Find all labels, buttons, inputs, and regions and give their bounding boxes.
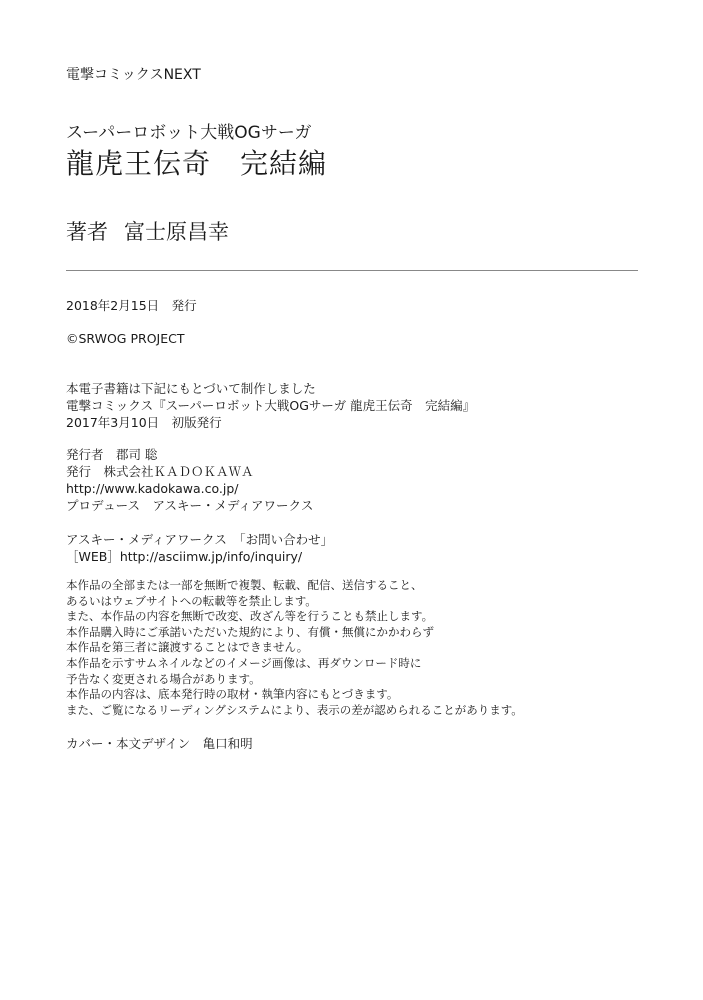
publish-date: 2018年2月15日 発行 — [66, 298, 197, 313]
author-line — [66, 216, 229, 246]
copyright: ©SRWOG PROJECT — [66, 331, 185, 346]
notice-line: 本作品を第三者に譲渡することはできません。 — [66, 640, 309, 655]
publisher-line: 発行者 郡司 聡 — [66, 447, 158, 462]
design-credit: カバー・本文デザイン 亀口和明 — [66, 736, 253, 751]
publisher-line: プロデュース アスキー・メディアワークス — [66, 498, 314, 513]
contact-url: ［WEB］http://asciimw.jp/info/inquiry/ — [66, 549, 303, 564]
series-label: 電撃コミックスNEXT — [66, 67, 201, 83]
notice-line: 本作品の内容は、底本発行時の取材・執筆内容にもとづきます。 — [66, 687, 399, 702]
source-info — [66, 380, 475, 431]
publisher-url: http://www.kadokawa.co.jp/ — [66, 481, 239, 496]
book-subtitle: スーパーロボット大戦OGサーガ — [66, 123, 312, 143]
notice-line: 本作品の全部または一部を無断で複製、転載、配信、送信すること、 — [66, 578, 423, 592]
source-info-line: 電撃コミックス『スーパーロボット大戦OGサーガ 龍虎王伝奇 完結編』 — [66, 398, 476, 413]
notice-line: あるいはウェブサイトへの転載等を禁止します。 — [66, 593, 317, 608]
contact-info — [66, 531, 333, 565]
notice-line: 本作品を示すサムネイルなどのイメージ画像は、再ダウンロード時に — [66, 655, 422, 670]
notice-line: また、本作品の内容を無断で改変、改ざん等を行うことも禁止します。 — [66, 609, 434, 624]
source-info-line: 2017年3月10日 初版発行 — [66, 415, 222, 430]
contact-line: アスキー・メディアワークス 「お問い合わせ」 — [66, 532, 334, 547]
publisher-line: 発行 株式会社ＫＡＤＯＫＡＷＡ — [66, 464, 254, 479]
book-title: 龍虎王伝奇 完結編 — [66, 147, 328, 180]
notice-line: 本作品購入時にご承諾いただいた規約により、有償・無償にかかわらず — [66, 624, 434, 639]
divider — [66, 270, 638, 271]
publisher-info — [66, 446, 313, 514]
source-info-line: 本電子書籍は下記にもとづいて制作しました — [66, 381, 316, 396]
author-role: 著者 — [66, 220, 108, 244]
usage-notices — [66, 578, 523, 718]
notice-line: 予告なく変更される場合があります。 — [66, 671, 261, 686]
notice-line: また、ご覧になるリーディングシステムにより、表示の差が認められることがあります。 — [66, 702, 523, 717]
author-name: 富士原昌幸 — [124, 220, 229, 244]
